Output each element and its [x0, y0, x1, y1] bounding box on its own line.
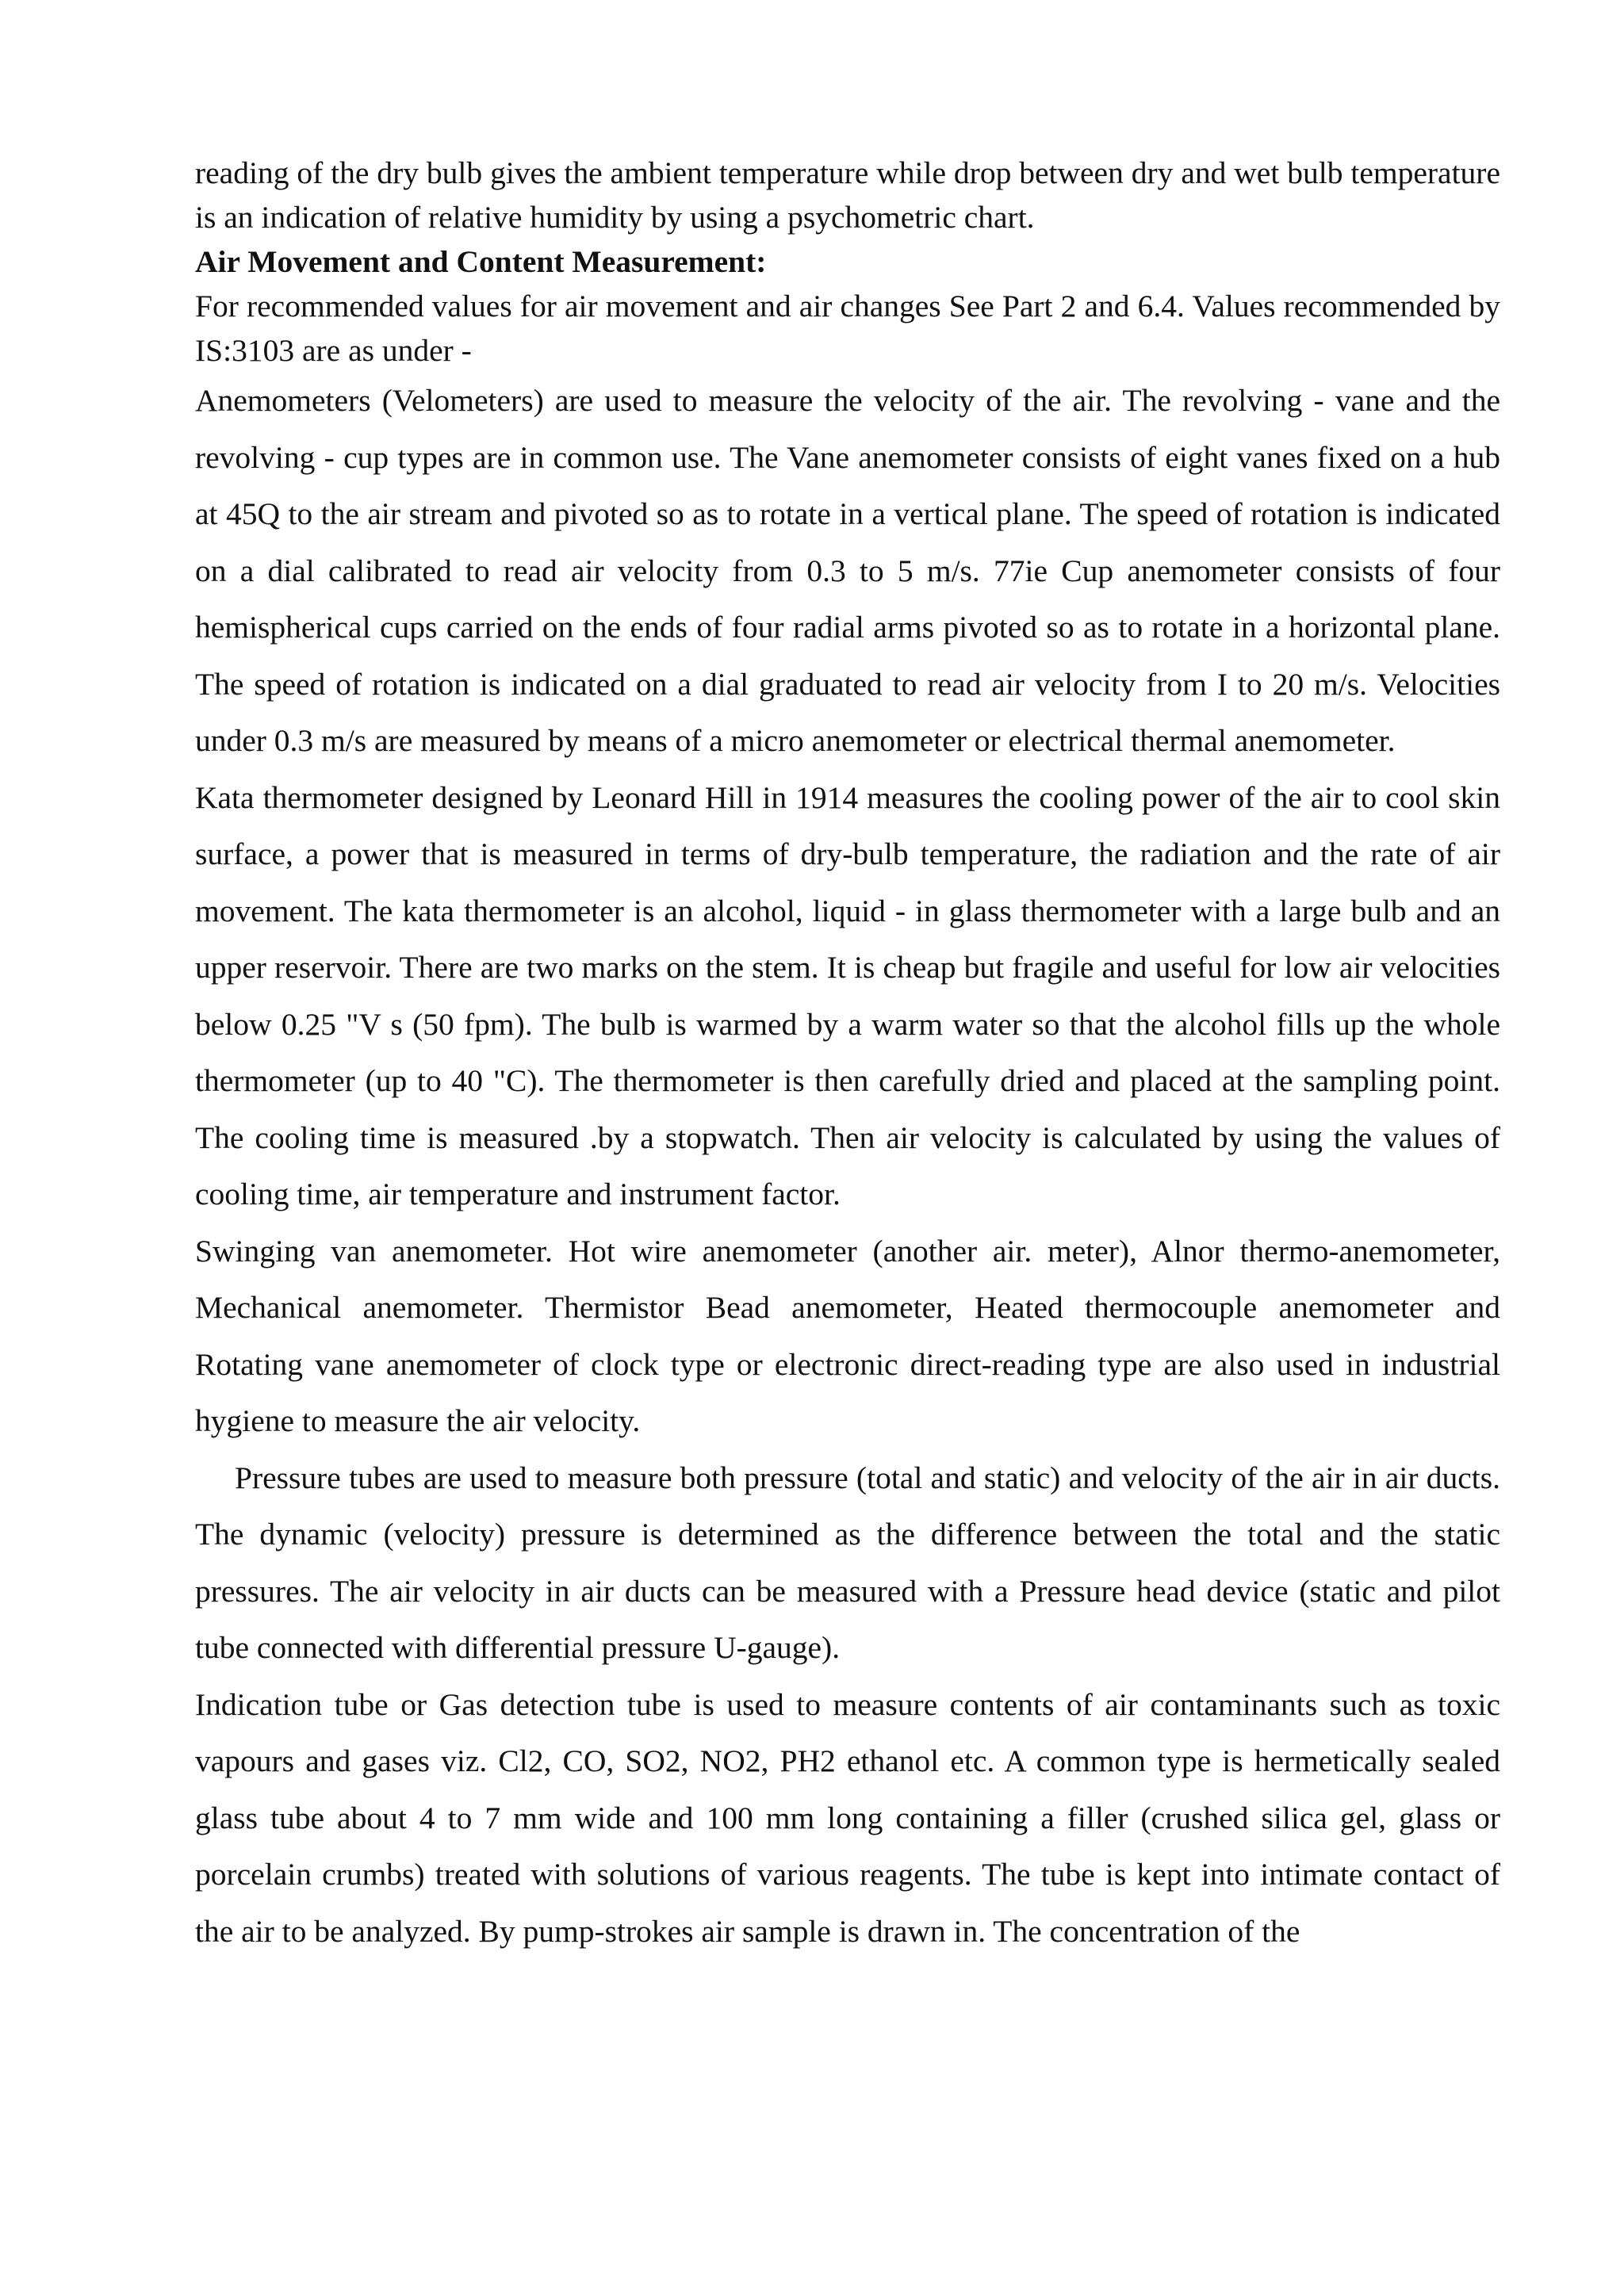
section-heading: Air Movement and Content Measurement: — [195, 244, 767, 279]
anemometers-paragraph: Anemometers (Velometers) are used to measure the velocity of the air. The revolving - vane and the revolving - cup types are in common use. The Vane anemometer consists of eight vanes fixed on a hub at 45Q to the air stream and pivoted so as to rotate in a vertical plane. The speed of rotation is indicated on a dial calibrated to read air velocity from 0.3 to 5 m/s. 77ie Cup anemometer consists of four hemispherical cups carried on the ends of four radial arms pivoted so as to rotate in a horizontal plane. The speed of rotation is indicated on a dial graduated to read air velocity from I to 20 m/s. Velocities under 0.3 m/s are measured by means of a micro anemometer or electrical thermal anemometer. — [195, 383, 1500, 758]
recommended-values-paragraph: For recommended values for air movement and air changes See Part 2 and 6.4. Values recommended by IS:3103 are as under - — [195, 289, 1500, 368]
swinging-anemometer-paragraph: Swinging van anemometer. Hot wire anemometer (another air. meter), Alnor thermo-anemometer, Mechanical anemometer. Thermistor Bead anemometer, Heated thermocouple anemometer and Rotating vane anemometer of clock type or electronic direct-reading type are also used in industrial hygiene to measure the air velocity. — [195, 1233, 1500, 1438]
document-page — [195, 151, 1500, 1960]
kata-thermometer-paragraph: Kata thermometer designed by Leonard Hill in 1914 measures the cooling power of the air to cool skin surface, a power that is measured in terms of dry-bulb temperature, the radiation and the rate of air movement. The kata thermometer is an alcohol, liquid - in glass thermometer with a large bulb and an upper reservoir. There are two marks on the stem. It is cheap but fragile and useful for low air velocities below 0.25 "V s (50 fpm). The bulb is warmed by a warm water so that the alcohol fills up the whole thermometer (up to 40 "C). The thermometer is then carefully dried and placed at the sampling point. The cooling time is measured .by a stopwatch. Then air velocity is calculated by using the values of cooling time, air temperature and instrument factor. — [195, 779, 1500, 1211]
pressure-tubes-paragraph: Pressure tubes are used to measure both pressure (total and static) and velocity of the air in air ducts. The dynamic (velocity) pressure is determined as the difference between the total and the static pressures. The air velocity in air ducts can be measured with a Pressure head device (static and pilot tube connected with differential pressure U-gauge). — [195, 1460, 1500, 1665]
indication-tube-paragraph: Indication tube or Gas detection tube is used to measure contents of air contaminants such as toxic vapours and gases viz. Cl2, CO, SO2, NO2, PH2 ethanol etc. A common type is hermetically sealed glass tube about 4 to 7 mm wide and 100 mm long containing a filler (crushed silica gel, glass or porcelain crumbs) treated with solutions of various reagents. The tube is kept into intimate contact of the air to be analyzed. By pump-strokes air sample is drawn in. The concentration of the — [195, 1686, 1500, 1949]
intro-paragraph: reading of the dry bulb gives the ambient temperature while drop between dry and wet bulb temperature is an indication of relative humidity by using a psychometric chart. — [195, 155, 1500, 235]
